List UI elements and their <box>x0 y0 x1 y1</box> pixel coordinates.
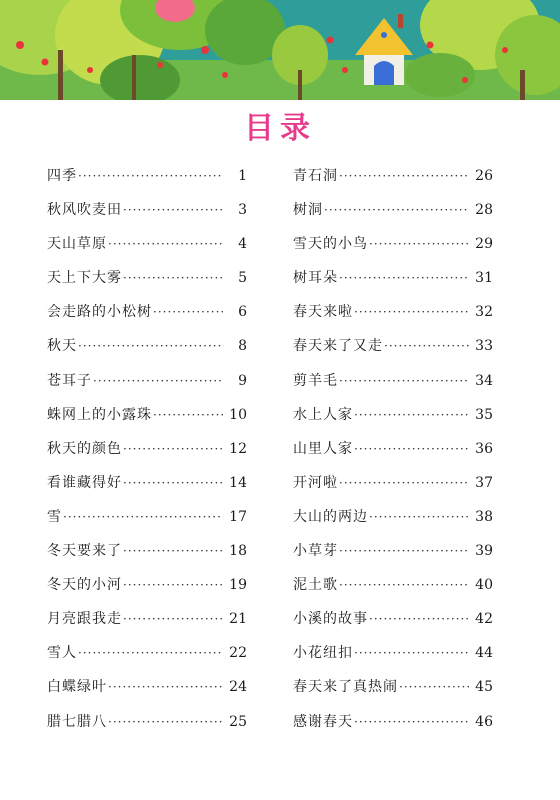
toc-entry-page: 24 <box>229 679 247 696</box>
toc-entry[interactable] <box>47 439 247 473</box>
dot-leader <box>123 609 223 629</box>
dot-leader <box>399 677 469 697</box>
toc-entry[interactable] <box>47 166 247 200</box>
toc-entry[interactable] <box>293 200 493 234</box>
toc-entry-title: 雪人 <box>47 645 77 662</box>
toc-entry-title: 白蝶绿叶 <box>47 679 107 696</box>
dot-leader <box>369 609 469 629</box>
toc-entry-page: 26 <box>475 168 493 184</box>
toc-entry[interactable] <box>293 643 493 677</box>
toc-entry-title: 月亮跟我走 <box>47 611 122 628</box>
toc-entry[interactable] <box>47 643 247 677</box>
toc-entry-title: 雪天的小鸟 <box>293 236 368 253</box>
toc-entry-title: 苍耳子 <box>47 372 92 389</box>
dot-leader <box>354 712 469 732</box>
toc-entry[interactable] <box>47 371 247 405</box>
toc-entry-title: 开河啦 <box>293 474 338 491</box>
toc-entry-page: 22 <box>229 645 247 662</box>
toc-entry[interactable] <box>293 268 493 302</box>
dot-leader <box>153 302 223 322</box>
toc-entry-page: 3 <box>238 202 247 219</box>
dot-leader <box>123 268 223 288</box>
toc-entry-page: 10 <box>229 406 247 423</box>
page-title: 目录 <box>244 111 316 146</box>
dot-leader <box>123 473 223 493</box>
dot-leader <box>369 507 469 527</box>
dot-leader <box>369 234 469 254</box>
toc-entry-page: 19 <box>229 577 247 594</box>
dot-leader <box>123 200 223 220</box>
toc-entry-title: 秋风吹麦田 <box>47 202 122 219</box>
dot-leader <box>123 439 223 459</box>
toc-entry[interactable] <box>293 473 493 507</box>
header-illustration <box>0 0 560 100</box>
toc-entry[interactable] <box>293 234 493 268</box>
toc-entry-title: 秋天的颜色 <box>47 440 122 457</box>
toc-entry-title: 大山的两边 <box>293 508 368 525</box>
toc-entry-title: 青石洞 <box>293 168 338 184</box>
toc-entry-title: 冬天要来了 <box>47 543 122 560</box>
toc-entry-page: 42 <box>475 611 493 628</box>
toc-entry-title: 天山草原 <box>47 236 107 253</box>
toc-entry-page: 38 <box>475 508 493 525</box>
toc-entry-page: 21 <box>229 611 247 628</box>
dot-leader <box>354 405 469 425</box>
toc-entry[interactable] <box>47 507 247 541</box>
toc-entry-title: 树耳朵 <box>293 270 338 287</box>
toc-entry-page: 6 <box>238 304 247 321</box>
toc-entry-page: 37 <box>475 474 493 491</box>
toc-entry-page: 14 <box>229 474 247 491</box>
toc-entry-title: 蛛网上的小露珠 <box>47 406 152 423</box>
toc-entry-title: 冬天的小河 <box>47 577 122 594</box>
toc-entry-title: 看谁藏得好 <box>47 474 122 491</box>
toc-entry-page: 32 <box>475 304 493 321</box>
toc-entry-title: 四季 <box>47 168 77 184</box>
toc-entry-title: 感谢春天 <box>293 713 353 730</box>
toc-entry-page: 36 <box>475 440 493 457</box>
toc-entry[interactable] <box>47 677 247 711</box>
toc-entry-page: 33 <box>475 338 493 355</box>
dot-leader <box>123 541 223 561</box>
toc-entry-page: 1 <box>238 168 247 184</box>
toc-entry-page: 12 <box>229 440 247 457</box>
toc-entry[interactable] <box>47 234 247 268</box>
toc-entry-page: 4 <box>238 236 247 253</box>
toc-entry[interactable] <box>293 439 493 473</box>
dot-leader <box>123 575 223 595</box>
dot-leader <box>78 643 223 663</box>
dot-leader <box>108 234 223 254</box>
toc-entry-title: 春天来啦 <box>293 304 353 321</box>
dot-leader <box>339 268 469 288</box>
toc-entry-title: 剪羊毛 <box>293 372 338 389</box>
dot-leader <box>78 166 223 186</box>
dot-leader <box>324 200 469 220</box>
toc-entry-title: 春天来了真热闹 <box>293 679 398 696</box>
toc-entry-page: 34 <box>475 372 493 389</box>
toc-entry-title: 树洞 <box>293 202 323 219</box>
dot-leader <box>93 371 223 391</box>
toc-entry[interactable] <box>47 268 247 302</box>
toc-entry-title: 腊七腊八 <box>47 713 107 730</box>
toc-entry-title: 山里人家 <box>293 440 353 457</box>
toc-entry[interactable] <box>293 575 493 609</box>
toc-entry[interactable] <box>293 405 493 439</box>
toc-entry-page: 18 <box>229 543 247 560</box>
dot-leader <box>354 643 469 663</box>
toc-column-left <box>47 166 247 746</box>
dot-leader <box>339 371 469 391</box>
dot-leader <box>354 439 469 459</box>
toc-entry-page: 40 <box>475 577 493 594</box>
dot-leader <box>339 473 469 493</box>
toc-entry-page: 5 <box>238 270 247 287</box>
toc-entry[interactable] <box>293 541 493 575</box>
toc-entry-page: 46 <box>475 713 493 730</box>
toc-entry[interactable] <box>47 712 247 746</box>
toc-entry[interactable] <box>293 371 493 405</box>
toc-entry-title: 秋天 <box>47 338 77 355</box>
toc-entry[interactable] <box>47 575 247 609</box>
toc-entry-page: 44 <box>475 645 493 662</box>
toc-entry[interactable] <box>293 507 493 541</box>
toc-entry-page: 8 <box>238 338 247 355</box>
toc-entry-page: 39 <box>475 543 493 560</box>
dot-leader <box>63 507 223 527</box>
toc-entry-title: 雪 <box>47 508 62 525</box>
toc-entry[interactable] <box>47 609 247 643</box>
toc-entry[interactable] <box>293 336 493 370</box>
toc-entry-page: 29 <box>475 236 493 253</box>
toc-entry-title: 天上下大雾 <box>47 270 122 287</box>
toc-entry[interactable] <box>293 166 493 200</box>
dot-leader <box>384 336 469 356</box>
toc-entry[interactable] <box>47 541 247 575</box>
dot-leader <box>339 541 469 561</box>
toc-entry-title: 小溪的故事 <box>293 611 368 628</box>
dot-leader <box>108 677 223 697</box>
dot-leader <box>153 405 223 425</box>
dot-leader <box>108 712 223 732</box>
toc-entry[interactable] <box>47 405 247 439</box>
toc-entry-title: 会走路的小松树 <box>47 304 152 321</box>
toc-column-right <box>293 166 493 746</box>
dot-leader <box>339 575 469 595</box>
toc-entry[interactable] <box>47 473 247 507</box>
toc-entry[interactable] <box>293 302 493 336</box>
toc-entry[interactable] <box>47 302 247 336</box>
toc-entry-page: 28 <box>475 202 493 219</box>
forest-scene-illustration <box>0 0 560 100</box>
dot-leader <box>354 302 469 322</box>
toc-entry-title: 水上人家 <box>293 406 353 423</box>
dot-leader <box>339 166 469 186</box>
toc-entry-title: 泥土歌 <box>293 577 338 594</box>
toc-entry-page: 25 <box>229 713 247 730</box>
toc-entry[interactable] <box>293 677 493 711</box>
toc-entry-page: 31 <box>475 270 493 287</box>
toc-entry-title: 小草芽 <box>293 543 338 560</box>
toc-entry-title: 小花纽扣 <box>293 645 353 662</box>
toc-entry-title: 春天来了又走 <box>293 338 383 355</box>
toc-entry[interactable] <box>293 609 493 643</box>
toc-entry[interactable] <box>47 336 247 370</box>
toc-entry-page: 35 <box>475 406 493 423</box>
toc-entry-page: 17 <box>229 508 247 525</box>
toc-entry-page: 45 <box>475 679 493 696</box>
toc-entry-page: 9 <box>238 372 247 389</box>
toc-entry[interactable] <box>293 712 493 746</box>
dot-leader <box>78 336 223 356</box>
toc-entry[interactable] <box>47 200 247 234</box>
